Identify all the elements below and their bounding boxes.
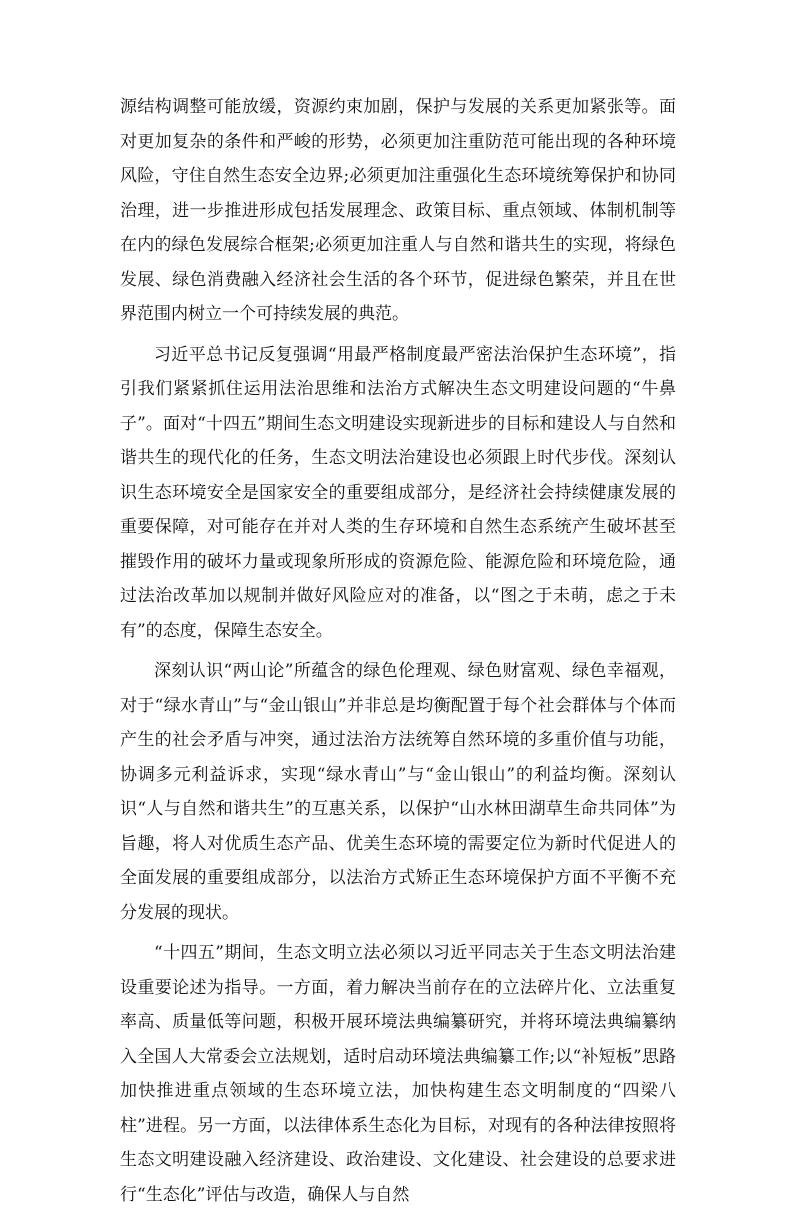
document-body <box>120 90 676 1218</box>
paragraph-1: 源结构调整可能放缓，资源约束加剧，保护与发展的关系更加紧张等。面对更加复杂的条件和严峻的形势，必须更加注重防范可能出现的各种环境风险，守住自然生态安全边界;必须更加注重强化生态环境统筹保护和协同治理，进一步推进形成包括发展理念、政策目标、重点领域、体制机制等在内的绿色发展综合框架;必须更加注重人与自然和谐共生的实现，将绿色发展、绿色消费融入经济社会生活的各个环节，促进绿色繁荣，并且在世界范围内树立一个可持续发展的典范。 <box>120 97 676 324</box>
paragraph-2: 习近平总书记反复强调“用最严格制度最严密法治保护生态环境”，指引我们紧紧抓住运用法治思维和法治方式解决生态文明建设问题的“牛鼻子”。面对“十四五”期间生态文明建设实现新进步的目标和建设人与自然和谐共生的现代化的任务，生态文明法治建设也必须跟上时代步伐。深刻认识生态环境安全是国家安全的重要组成部分，是经济社会持续健康发展的重要保障，对可能存在并对人类的生存环境和自然生态系统产生破坏甚至摧毁作用的破坏力量或现象所形成的资源危险、能源危险和环境危险，通过法治改革加以规制并做好风险应对的准备，以“图之于未萌，虑之于未有”的态度，保障生态安全。 <box>120 344 676 641</box>
paragraph-4: “十四五”期间，生态文明立法必须以习近平同志关于生态文明法治建设重要论述为指导。一方面，着力解决当前存在的立法碎片化、立法重复率高、质量低等问题，积极开展环境法典编纂研究，并将环境法典编纂纳入全国人大常委会立法规划，适时启动环境法典编纂工作;以“补短板”思路加快推进重点领域的生态环境立法，加快构建生态文明制度的“四梁八柱”进程。另一方面，以法律体系生态化为目标，对现有的各种法律按照将生态文明建设融入经济建设、政治建设、文化建设、社会建设的总要求进行“生态化”评估与改造，确保人与自然 <box>120 943 676 1205</box>
paragraph-3: 深刻认识“两山论”所蕴含的绿色伦理观、绿色财富观、绿色幸福观，对于“绿水青山”与“金山银山”并非总是均衡配置于每个社会群体与个体而产生的社会矛盾与冲突，通过法治方法统筹自然环境的多重价值与功能，协调多元利益诉求，实现“绿水青山”与“金山银山”的利益均衡。深刻认识“人与自然和谐共生”的互惠关系，以保护“山水林田湖草生命共同体”为旨趣，将人对优质生态产品、优美生态环境的需要定位为新时代促进人的全面发展的重要组成部分，以法治方式矫正生态环境保护方面不平衡不充分发展的现状。 <box>120 661 676 923</box>
